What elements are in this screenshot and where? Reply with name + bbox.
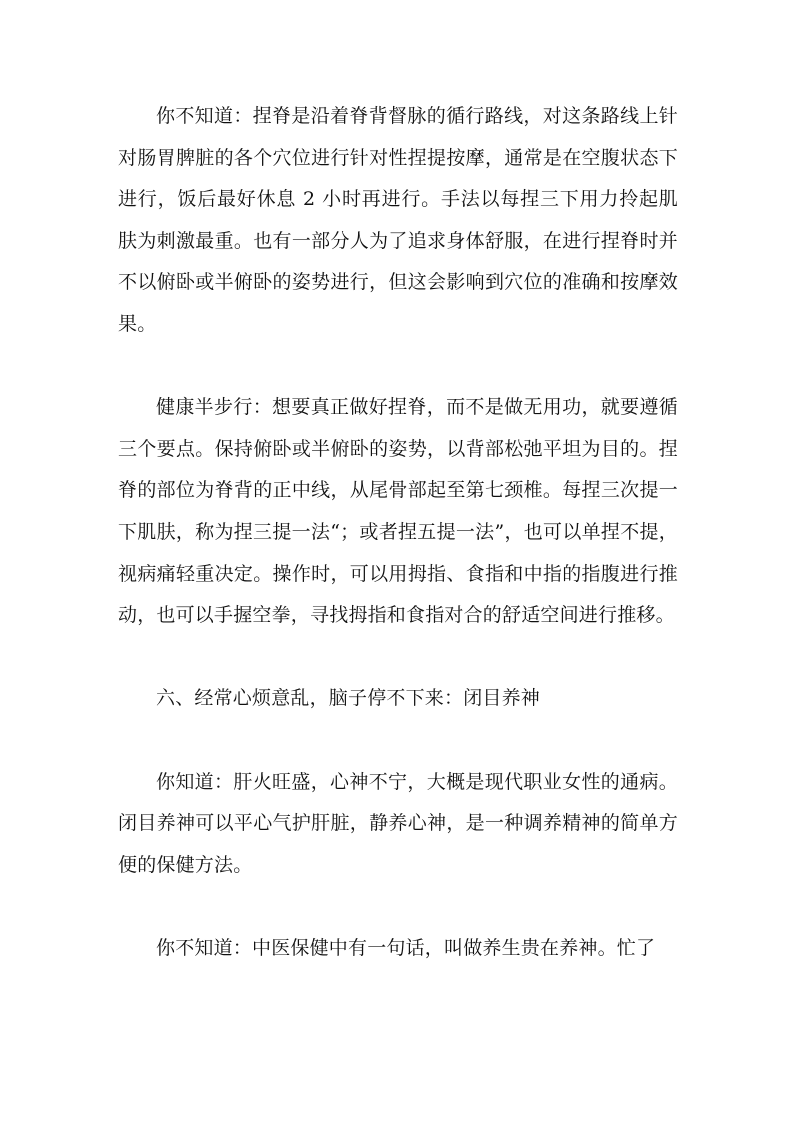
paragraph-pinch-spine-you-dont-know: 你不知道：捏脊是沿着脊背督脉的循行路线，对这条路线上针对肠胃脾脏的各个穴位进行针对性捏提按摩，通常是在空腹状态下进行，饭后最好休息 2 小时再进行。手法以每捏三下用力拎起肌肤为刺激最重。也有一部分人为了追求身体舒服，在进行捏脊时并不以俯卧或半俯卧的姿势进行，但这会影响到穴位的准确和按摩效果。 [118,105,678,335]
paragraph-health-half-step: 健康半步行：想要真正做好捏脊，而不是做无用功，就要遵循三个要点。保持俯卧或半俯卧的姿势，以背部松弛平坦为目的。捏脊的部位为脊背的正中线，从尾骨部起至第七颈椎。每捏三次提一下肌肤，称为捏三提一法“；或者捏五提一法”，也可以单捏不提，视病痛轻重决定。操作时，可以用拇指、食指和中指的指腹进行推动，也可以手握空拳，寻找拇指和食指对合的舒适空间进行推移。 [118,396,678,627]
section-heading-closed-eyes: 六、经常心烦意乱，脑子停不下来：闭目养神 [156,687,541,710]
document-body [118,96,678,969]
paragraph-you-know-liver-fire: 你知道：肝火旺盛，心神不宁，大概是现代职业女性的通病。闭目养神可以平心气护肝脏，静养心神，是一种调养精神的简单方便的保健方法。 [118,770,678,876]
paragraph-you-dont-know-tcm: 你不知道：中医保健中有一句话，叫做养生贵在养神。忙了 [156,936,656,959]
